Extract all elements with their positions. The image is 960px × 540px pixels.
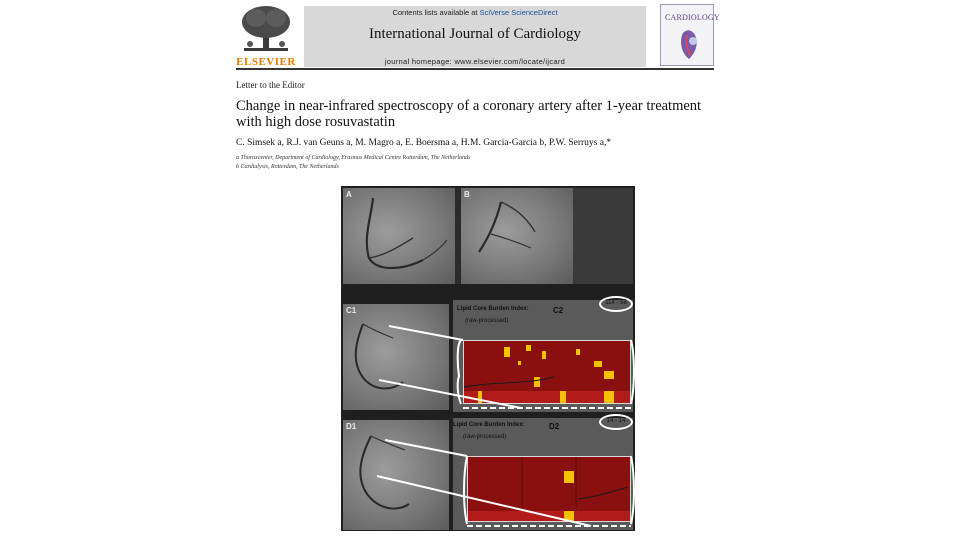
affiliation-a: a Thoraxcenter, Department of Cardiology, Erasmus Medical Centre Rotterdam, The Netherlands — [236, 155, 471, 161]
journal-header — [236, 4, 720, 68]
publisher-name: ELSEVIER — [236, 56, 296, 68]
article-title-line-2: with high dose rosuvastatin — [236, 114, 396, 130]
affiliation-b: b Cardialysis, Rotterdam, The Netherlands — [236, 164, 339, 170]
author-list: C. Simsek a, R.J. van Geuns a, M. Magro a, E. Boersma a, H.M. Garcia-Garcia b, P.W. Serruys a,* — [236, 138, 612, 148]
lcbi-value-c2: 114 - 58 — [599, 296, 633, 312]
article-title — [236, 98, 716, 130]
journal-homepage[interactable]: journal homepage: www.elsevier.com/locate/ijcard — [384, 57, 566, 66]
nirs-chemogram-c2 — [453, 300, 633, 412]
angiogram-panel-a — [343, 188, 455, 284]
contents-prefix: Contents lists available at — [392, 8, 478, 17]
lcbi-title-d2: Lipid Core Burden Index: — [453, 422, 525, 428]
lcbi-subtitle-d2: (raw-processed) — [463, 434, 507, 440]
journal-cover-thumbnail — [660, 4, 720, 66]
chemogram-heatmap-c2 — [463, 340, 631, 404]
chemogram-heatmap-d2 — [467, 456, 631, 522]
sciencedirect-link[interactable]: SciVerse ScienceDirect — [479, 8, 558, 17]
panel-label-b: B — [464, 190, 470, 199]
angiogram-panel-c1 — [343, 304, 449, 410]
coronary-artery-drawing-a — [343, 188, 455, 284]
coronary-artery-drawing-c1 — [343, 304, 449, 410]
angiogram-panel-b — [461, 188, 573, 284]
lcbi-title-c2: Lipid Core Burden Index: — [457, 306, 529, 312]
coronary-artery-drawing-d1 — [343, 420, 449, 530]
panel-label-a: A — [346, 190, 352, 199]
contents-line — [304, 8, 646, 17]
cover-title: CARDIOLOGY — [665, 13, 720, 22]
section-label: Letter to the Editor — [236, 80, 305, 90]
journal-masthead — [304, 6, 646, 67]
nirs-chemogram-d2 — [453, 418, 633, 530]
nirs-figure — [341, 186, 635, 531]
angiogram-panel-d1 — [343, 420, 449, 530]
lcbi-value-d2: 14 - 14 — [599, 414, 633, 430]
panel-label-c1: C1 — [346, 306, 357, 315]
panel-label-d2: D2 — [549, 422, 560, 431]
empty-dark-panel — [573, 188, 633, 284]
lcbi-subtitle-c2: (raw-processed) — [465, 318, 509, 324]
article-title-line-1: Change in near-infrared spectroscopy of a coronary artery after 1-year treatment — [236, 98, 702, 114]
header-rule — [236, 68, 714, 70]
panel-label-c2: C2 — [553, 306, 564, 315]
panel-label-d1: D1 — [346, 422, 357, 431]
journal-title: International Journal of Cardiology — [368, 26, 582, 42]
coronary-artery-drawing-b — [461, 188, 573, 284]
